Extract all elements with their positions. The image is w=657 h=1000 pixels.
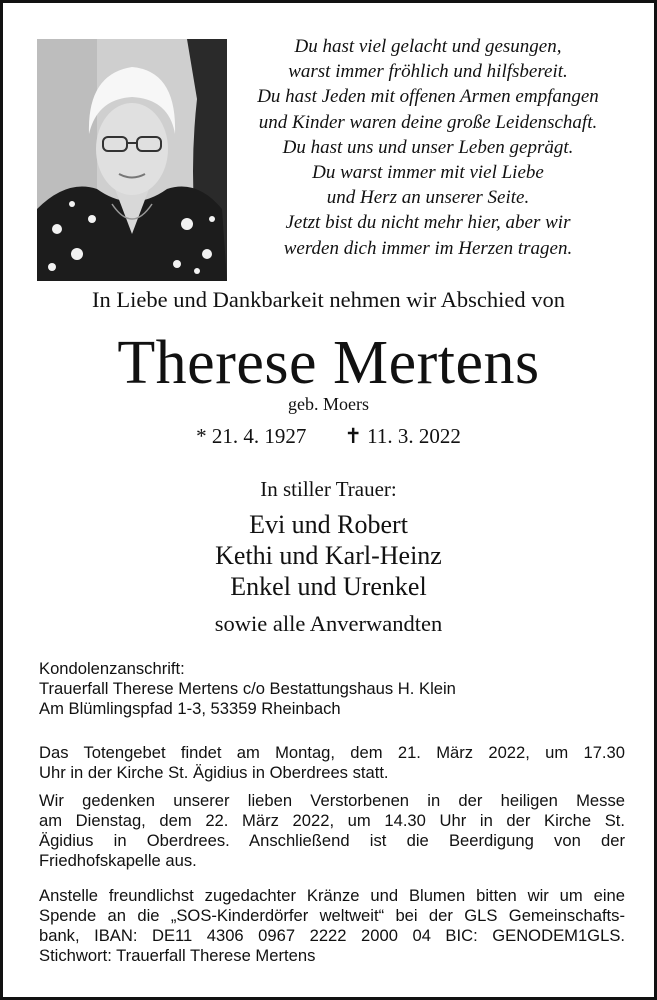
mourning-heading: In stiller Trauer: — [260, 477, 397, 501]
poem-line: Du warst immer mit viel Liebe — [312, 162, 544, 184]
mass-line: Ägidius in Oberdrees. Anschließend ist die Beerdigung von der — [39, 831, 625, 850]
poem-line: und Kinder waren deine große Leidenschaft. — [258, 111, 598, 133]
condolence-line: Trauerfall Therese Mertens c/o Bestattungshaus H. Klein — [39, 679, 456, 698]
relatives-line: sowie alle Anverwandten — [214, 611, 443, 636]
condolence-address — [39, 659, 625, 719]
portrait-photo — [37, 39, 227, 281]
prayer-line: Das Totengebet findet am Montag, dem 21. März 2022, um 17.30 — [39, 743, 625, 762]
poem-line: werden dich immer im Herzen tragen. — [283, 237, 573, 259]
death-date: ✝ 11. 3. 2022 — [344, 424, 461, 448]
life-dates — [3, 424, 654, 449]
deceased-name: Therese Mertens — [117, 329, 540, 397]
prayer-line: Uhr in der Kirche St. Ägidius in Oberdrees statt. — [39, 763, 389, 782]
mass-line: Wir gedenken unserer lieben Verstorbenen in der heiligen Messe — [39, 791, 625, 810]
mourner: Evi und Robert — [249, 510, 408, 539]
poem-line: Du hast viel gelacht und gesungen, — [294, 36, 562, 57]
poem-line: und Herz an unserer Seite. — [326, 187, 530, 209]
donation-line: bank, IBAN: DE11 4306 0967 2222 2000 04 BIC: GENODEM1GLS. — [39, 926, 625, 945]
donation-line: Stichwort: Trauerfall Therese Mertens — [39, 946, 316, 965]
intro-line: In Liebe und Dankbarkeit nehmen wir Abschied von — [92, 287, 565, 312]
prayer-notice — [39, 743, 625, 783]
condolence-line: Am Blümlingspfad 1-3, 53359 Rheinbach — [39, 699, 341, 718]
mass-line: am Dienstag, dem 22. März 2022, um 14.30 Uhr in der Kirche St. — [39, 811, 625, 830]
birth-name: geb. Moers — [288, 394, 369, 414]
condolence-label: Kondolenzanschrift: — [39, 659, 185, 678]
mass-line: Friedhofskapelle aus. — [39, 851, 197, 870]
poem-line: Du hast uns und unser Leben geprägt. — [282, 136, 574, 158]
poem — [227, 34, 629, 261]
poem-line: Jetzt bist du nicht mehr hier, aber wir — [285, 212, 571, 234]
portrait-image — [37, 39, 227, 281]
donation-line: Anstelle freundlichst zugedachter Kränze und Blumen bitten wir um eine — [39, 886, 625, 905]
poem-line: Du hast Jeden mit offenen Armen empfangen — [257, 86, 599, 108]
donation-notice — [39, 886, 625, 966]
poem-line: warst immer fröhlich und hilfsbereit. — [288, 61, 568, 83]
donation-line: Spende an die „SOS-Kinderdörfer weltweit“ bei der GLS Gemeinschafts- — [39, 906, 625, 925]
mourner: Enkel und Urenkel — [230, 572, 427, 601]
mass-notice — [39, 791, 625, 871]
mourners-list — [3, 509, 654, 602]
birth-date: * 21. 4. 1927 — [196, 424, 307, 448]
mourner: Kethi und Karl-Heinz — [215, 541, 442, 570]
